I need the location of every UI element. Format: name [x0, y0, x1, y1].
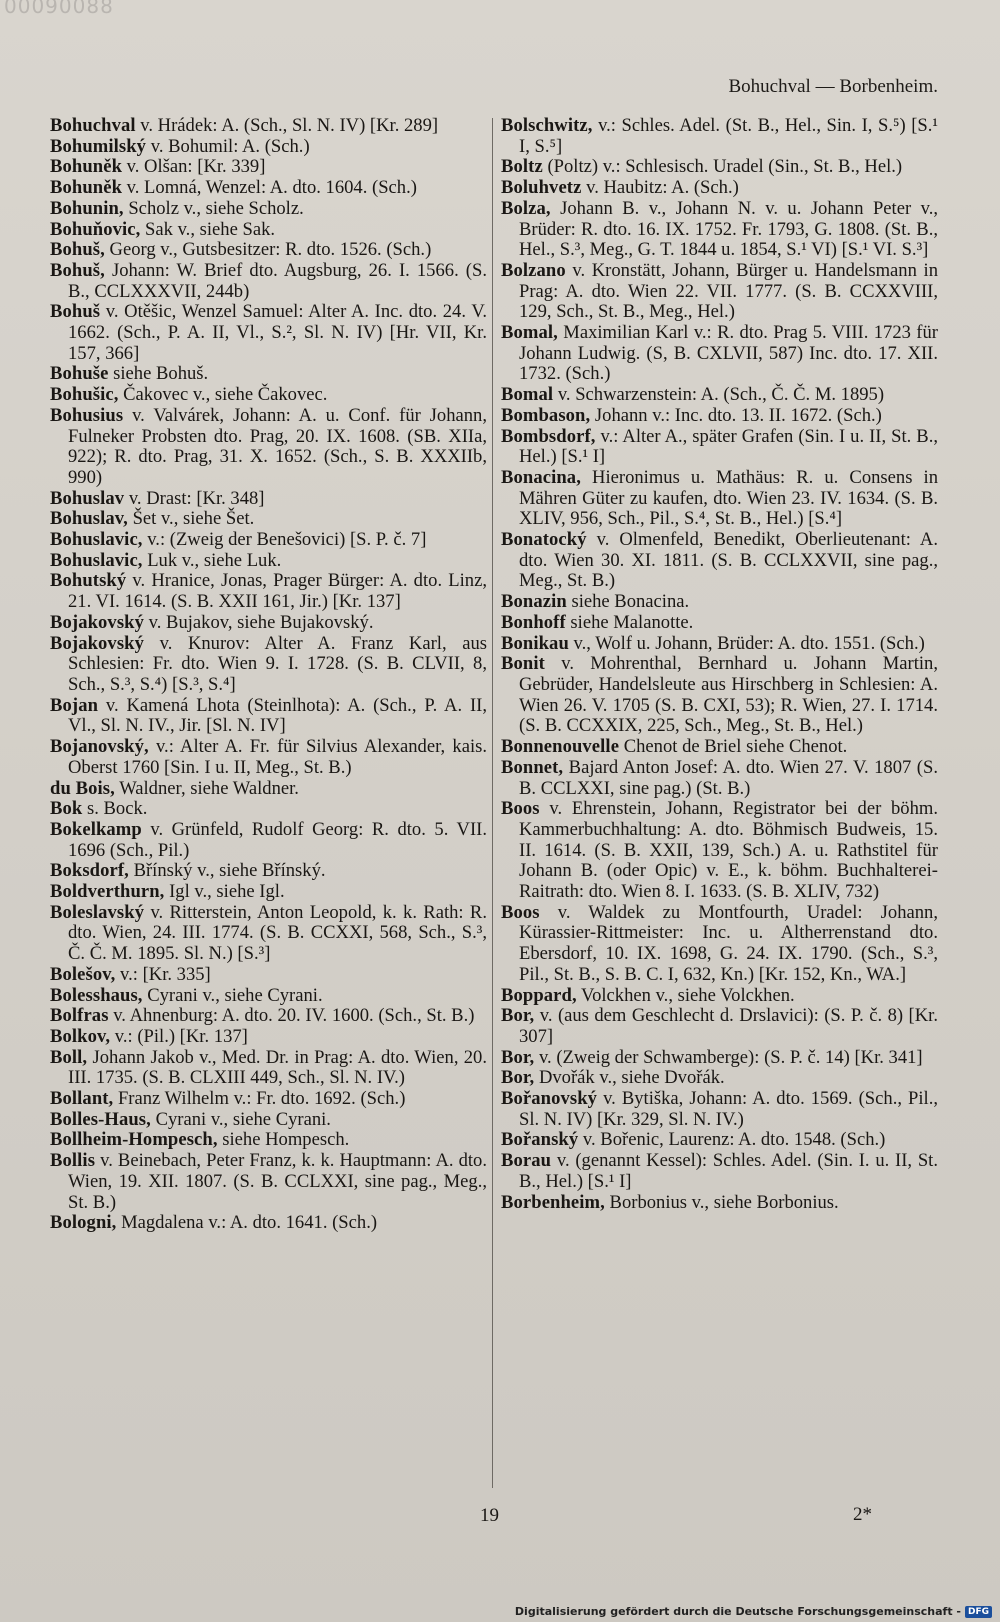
- entry-headword: Bonatocký: [501, 529, 587, 551]
- dictionary-entry: [501, 737, 938, 758]
- entry-text: v. Olšan: [Kr. 339]: [126, 156, 266, 178]
- entry-headword: Bomal: [501, 384, 554, 406]
- dictionary-entry: [50, 820, 487, 861]
- entry-text: (Poltz) v.: Schlesisch. Uradel (Sin., St. B., Hel.): [547, 156, 903, 178]
- entry-headword: Bonikau: [501, 632, 569, 654]
- entry-headword: Bojanovský,: [50, 736, 149, 758]
- entry-text: Čakovec v., siehe Čakovec.: [123, 384, 328, 406]
- entry-text: Johann: W. Brief dto. Augsburg, 26. I. 1566. (S. B., CCLXXXVII, 244b): [68, 259, 487, 302]
- dictionary-entry: [50, 199, 487, 220]
- dictionary-entry: [501, 986, 938, 1007]
- entry-headword: Bonit: [501, 653, 545, 675]
- dictionary-entry: [501, 654, 938, 737]
- entry-headword: Bohuslavic,: [50, 549, 143, 571]
- entry-text: Cyrani v., siehe Cyrani.: [155, 1108, 331, 1130]
- entry-text: v. Bytiška, Johann: A. dto. 1569. (Sch., Pil., Sl. N. IV) [Kr. 329, Sl. N. IV.): [519, 1088, 938, 1130]
- scan-number: 00090088: [4, 0, 114, 18]
- dictionary-entry: [50, 861, 487, 882]
- dictionary-entry: [50, 779, 487, 800]
- entry-text: Břínský v., siehe Břínský.: [133, 860, 326, 882]
- entry-headword: Bolesshaus,: [50, 984, 143, 1006]
- dictionary-entry: [501, 1193, 938, 1214]
- dictionary-entry: [50, 509, 487, 530]
- entry-text: v. Ahnenburg: A. dto. 20. IV. 1600. (Sch., St. B.): [113, 1005, 475, 1027]
- entry-headword: Bollis: [50, 1150, 96, 1172]
- entry-text: v. Haubitz: A. (Sch.): [586, 177, 739, 199]
- dictionary-entry: [50, 137, 487, 158]
- entry-text: v.: (Zweig der Benešovici) [S. P. č. 7]: [147, 529, 427, 551]
- dictionary-entry: [50, 302, 487, 364]
- dictionary-entry: [50, 882, 487, 903]
- entry-headword: Boleslavský: [50, 901, 145, 923]
- entry-text: siehe Bohuš.: [113, 363, 209, 385]
- entry-text: v. Kronstätt, Johann, Bürger u. Handelsmann in Prag: A. dto. Wien 22. VII. 1777. (S. B. CCXXVIII, 129, Sch., St. B., Meg., Hel.): [519, 259, 938, 323]
- dictionary-entry: [50, 1213, 487, 1234]
- dictionary-entry: [50, 1006, 487, 1027]
- dictionary-entry: [501, 116, 938, 157]
- entry-headword: Bolschwitz,: [501, 115, 593, 136]
- dictionary-entry: [50, 1151, 487, 1213]
- entry-text: Hieronimus u. Mathäus: R. u. Consens in Mähren Güter zu kaufen, dto. Wien 23. IV. 1634. (S. B. XLIV, 956, Sch., Pil., S.⁴, St. B., Hel.) [S.⁴]: [519, 466, 938, 530]
- entry-headword: Bonazin: [501, 591, 567, 613]
- dictionary-entry: [501, 634, 938, 655]
- entry-text: v. (genannt Kessel): Schles. Adel. (Sin. I. u. II, St. B., Hel.) [S.¹ I]: [519, 1150, 938, 1192]
- entry-text: v.: Alter A., später Grafen (Sin. I u. II, St. B., Hel.) [S.¹ I]: [519, 425, 938, 468]
- dictionary-entry: [50, 696, 487, 737]
- entry-text: v. Mohrenthal, Bernhard u. Johann Martin, Gebrüder, Handelsleute aus Hirschberg in Schlesien: A. Wien 26. V. 1705 (S. B. CXI, 53); R. Wien, 27. I. 1714. (S. B. CCXXIX, 225, Sch., Meg., St. B., Hel.): [519, 653, 939, 737]
- entry-headword: Bořanský: [501, 1129, 579, 1151]
- entry-headword: Bolzano: [501, 259, 566, 281]
- entry-headword: Bolešov,: [50, 963, 116, 985]
- entry-text: Luk v., siehe Luk.: [147, 549, 282, 571]
- entry-text: siehe Hompesch.: [222, 1129, 350, 1151]
- dictionary-entry: [50, 178, 487, 199]
- entry-headword: Bohušic,: [50, 384, 119, 406]
- entry-headword: Bohuněk: [50, 156, 123, 178]
- entry-text: v. (Zweig der Schwamberge): (S. P. č. 14) [Kr. 341]: [538, 1046, 923, 1068]
- entry-headword: Bohuněk: [50, 177, 123, 199]
- entry-text: v. Waldek zu Montfourth, Uradel: Johann, Kürassier-Rittmeister: Inc. u. Altherrenstand dto. Ebersdorf, 10. IX. 1698, G. 24. IX. 1790. (Sch., S.³, Pil., St. B., S. B. C. I, 632, Kn.) [Kr. 152, Kn., WA.]: [519, 901, 938, 985]
- right-column: [501, 116, 938, 1213]
- entry-headword: Bor,: [501, 1046, 535, 1068]
- entry-text: v. Beinebach, Peter Franz, k. k. Hauptmann: A. dto. Wien, 19. XII. 1807. (S. B. CCLXXI, sine pag., Meg., St. B.): [68, 1150, 487, 1213]
- entry-text: siehe Bonacina.: [571, 591, 690, 613]
- entry-headword: Bohuňovic,: [50, 218, 141, 240]
- dfg-logo-icon: DFG: [965, 1606, 992, 1618]
- entry-text: v.: (Pil.) [Kr. 137]: [114, 1025, 248, 1047]
- entry-headword: Bojan: [50, 694, 99, 716]
- entry-text: Cyrani v., siehe Cyrani.: [147, 984, 323, 1006]
- entry-headword: Bohuš,: [50, 259, 105, 281]
- dictionary-entry: [501, 799, 938, 903]
- dictionary-entry: [501, 261, 938, 323]
- entry-headword: Bollant,: [50, 1088, 114, 1110]
- entry-text: v. Hrádek: A. (Sch., Sl. N. IV) [Kr. 289]: [140, 115, 439, 136]
- entry-headword: Bonhoff: [501, 611, 566, 633]
- entry-text: Sak v., siehe Sak.: [145, 218, 276, 240]
- entry-headword: du Bois,: [50, 777, 115, 799]
- dictionary-entry: [50, 551, 487, 572]
- footer-text: Digitalisierung gefördert durch die Deutsche Forschungsgemeinschaft -: [514, 1605, 961, 1618]
- entry-headword: Bohuchval: [50, 115, 136, 136]
- entry-headword: Bonnet,: [501, 756, 564, 778]
- entry-headword: Boppard,: [501, 984, 577, 1006]
- entry-headword: Borau: [501, 1150, 552, 1172]
- entry-text: v. Bořenic, Laurenz: A. dto. 1548. (Sch.): [582, 1129, 886, 1151]
- dictionary-entry: [50, 157, 487, 178]
- dictionary-entry: [50, 220, 487, 241]
- dictionary-entry: [501, 385, 938, 406]
- entry-text: Georg v., Gutsbesitzer: R. dto. 1526. (Sch.): [109, 239, 432, 261]
- dictionary-entry: [50, 737, 487, 778]
- dictionary-entry: [501, 903, 938, 986]
- dictionary-entry: [50, 613, 487, 634]
- entry-text: Igl v., siehe Igl.: [169, 881, 285, 903]
- entry-text: v.: [Kr. 335]: [120, 963, 211, 985]
- dictionary-entry: [501, 1048, 938, 1069]
- dictionary-entry: [501, 178, 938, 199]
- dictionary-entry: [50, 406, 487, 489]
- dictionary-entry: [50, 965, 487, 986]
- entry-text: v. Valvárek, Johann: A. u. Conf. für Johann, Fulneker Probsten dto. Prag, 20. IX. 1608. (SB. XIIa, 922); R. dto. Prag, 31. X. 1652. (Sch., S. B. XXXIIb, 990): [68, 404, 488, 488]
- entry-text: Bajard Anton Josef: A. dto. Wien 27. V. 1807 (S. B. CCLXXI, sine pag.) (St. B.): [519, 756, 938, 799]
- entry-headword: Bombason,: [501, 404, 591, 426]
- entry-text: Chenot de Briel siehe Chenot.: [623, 736, 848, 758]
- entry-headword: Bor,: [501, 1005, 535, 1027]
- entry-text: Waldner, siehe Waldner.: [119, 777, 299, 799]
- entry-text: Volckhen v., siehe Volckhen.: [581, 984, 795, 1006]
- entry-text: Johann B. v., Johann N. v. u. Johann Peter v., Brüder: R. dto. 16. IX. 1752. Fr. 1793, G. 1808. (St. B., Hel., S.³, Meg., G. T. 1844 u. 1854, S.¹ VI) [S.¹ VI. S.³]: [519, 197, 938, 261]
- entry-text: Šet v., siehe Šet.: [132, 508, 255, 530]
- entry-text: v. Bohumil: A. (Sch.): [150, 135, 310, 157]
- entry-text: v. Hranice, Jonas, Prager Bürger: A. dto. Linz, 21. VI. 1614. (S. B. XXII 161, Jir.) [Kr. 137]: [68, 570, 487, 613]
- entry-headword: Bonacina,: [501, 466, 581, 488]
- entry-text: v. Schwarzenstein: A. (Sch., Č. Č. M. 1895): [557, 384, 885, 406]
- dictionary-entry: [501, 406, 938, 427]
- entry-headword: Boksdorf,: [50, 860, 129, 882]
- entry-headword: Bojakovský: [50, 632, 144, 654]
- dictionary-entry: [50, 489, 487, 510]
- entry-headword: Boluhvetz: [501, 177, 582, 199]
- entry-headword: Boll,: [50, 1046, 88, 1068]
- column-divider: [492, 118, 493, 1488]
- entry-text: v.: Alter A. Fr. für Silvius Alexander, kais. Oberst 1760 [Sin. I u. II, Meg., St. B.): [68, 736, 487, 778]
- entry-text: v. Otěšic, Wenzel Samuel: Alter A. Inc. dto. 24. V. 1662. (Sch., P. A. II, Vl., S.², Sl. N. IV) [Hr. VII, Kr. 157, 366]: [68, 301, 487, 364]
- entry-headword: Bombsdorf,: [501, 425, 596, 447]
- entry-text: Dvořák v., siehe Dvořák.: [538, 1067, 725, 1089]
- entry-headword: Bomal,: [501, 322, 558, 344]
- dictionary-entry: [501, 613, 938, 634]
- entry-headword: Bohuš: [50, 301, 101, 323]
- dictionary-entry: [50, 1089, 487, 1110]
- page-number: 19: [480, 1505, 499, 1526]
- entry-headword: Bolkov,: [50, 1025, 111, 1047]
- dictionary-entry: [50, 799, 487, 820]
- entry-headword: Bohuslav: [50, 487, 125, 509]
- entry-text: v. (aus dem Geschlecht d. Drslavici): (S. P. č. 8) [Kr. 307]: [519, 1005, 938, 1047]
- dictionary-entry: [501, 758, 938, 799]
- dictionary-entry: [501, 157, 938, 178]
- entry-headword: Boos: [501, 798, 540, 820]
- dictionary-entry: [50, 634, 487, 696]
- signature-mark: 2*: [853, 1504, 872, 1525]
- dictionary-entry: [50, 530, 487, 551]
- dictionary-entry: [501, 1151, 938, 1192]
- entry-headword: Bokelkamp: [50, 818, 142, 840]
- dictionary-entry: [50, 116, 487, 137]
- entry-text: v. Grünfeld, Rudolf Georg: R. dto. 5. VII. 1696 (Sch., Pil.): [68, 818, 487, 861]
- entry-headword: Bohuslavic,: [50, 529, 143, 551]
- entry-headword: Bohumilský: [50, 135, 147, 157]
- entry-text: v. Drast: [Kr. 348]: [128, 487, 265, 509]
- entry-text: Johann v.: Inc. dto. 13. II. 1672. (Sch.): [594, 404, 882, 426]
- entry-text: v. Bujakov, siehe Bujakovský.: [148, 611, 374, 633]
- entry-headword: Bolles-Haus,: [50, 1108, 151, 1130]
- dictionary-entry: [50, 385, 487, 406]
- entry-headword: Bohunin,: [50, 197, 124, 219]
- footer-credit: [515, 1605, 992, 1618]
- entry-text: Maximilian Karl v.: R. dto. Prag 5. VIII. 1723 für Johann Ludwig. (S, B. CXLVII, 587) Inc. dto. 17. XII. 1732. (Sch.): [519, 322, 938, 385]
- entry-text: v., Wolf u. Johann, Brüder: A. dto. 1551. (Sch.): [573, 632, 925, 654]
- running-head: Bohuchval — Borbenheim.: [728, 76, 938, 97]
- dictionary-entry: [501, 323, 938, 385]
- entry-text: v.: Schles. Adel. (St. B., Hel., Sin. I, S.⁵) [S.¹ I, S.⁵]: [519, 115, 938, 157]
- entry-text: v. Kamená Lhota (Steinlhota): A. (Sch., P. A. II, Vl., Sl. N. IV., Jir. [Sl. N. IV]: [68, 694, 487, 737]
- dictionary-entry: [50, 261, 487, 302]
- entry-headword: Boos: [501, 901, 540, 923]
- entry-text: v. Knurov: Alter A. Franz Karl, aus Schlesien: Fr. dto. Wien 9. I. 1728. (S. B. CLVII, 8, Sch., S.³, S.⁴) [S.³, S.⁴]: [68, 632, 487, 695]
- dictionary-entry: [501, 1089, 938, 1130]
- entry-headword: Bojakovský: [50, 611, 144, 633]
- entry-text: Franz Wilhelm v.: Fr. dto. 1692. (Sch.): [117, 1088, 406, 1110]
- entry-text: v. Ehrenstein, Johann, Registrator bei der böhm. Kammerbuchhaltung: A. dto. Böhmisch Budweis, 15. II. 1614. (S. B. XXII, 139, Sch.) A. u. Rathstitel für Johann B. (oder Opic) v. E., k. böhm. Buchhalterei-Raitrath: dto. Wien 8. I. 1633. (S. B. XLIV, 732): [519, 798, 938, 903]
- left-column: [50, 116, 487, 1234]
- dictionary-entry: [50, 1048, 487, 1089]
- dictionary-entry: [50, 571, 487, 612]
- entry-headword: Bohuslav,: [50, 508, 128, 530]
- dictionary-entry: [501, 468, 938, 530]
- entry-headword: Bořanovský: [501, 1088, 598, 1110]
- entry-text: v. Ritterstein, Anton Leopold, k. k. Rath: R. dto. Wien, 24. III. 1774. (S. B. CCXXI, 568, Sch., S.³, Č. Č. M. 1895. Sl. N.) [S.³]: [68, 901, 487, 965]
- entry-text: Johann Jakob v., Med. Dr. in Prag: A. dto. Wien, 20. III. 1735. (S. B. CLXIII 449, Sch., Sl. N. IV.): [68, 1046, 487, 1089]
- dictionary-entry: [501, 1130, 938, 1151]
- entry-text: Scholz v., siehe Scholz.: [128, 197, 304, 219]
- entry-headword: Bor,: [501, 1067, 535, 1089]
- dictionary-entry: [50, 240, 487, 261]
- entry-headword: Bollheim-Hompesch,: [50, 1129, 218, 1151]
- dictionary-entry: [50, 1130, 487, 1151]
- entry-text: v. Olmenfeld, Benedikt, Oberlieutenant: A. dto. Wien 30. XI. 1811. (S. B. CCLXXVII, sine pag., Meg., St. B.): [519, 529, 938, 592]
- entry-headword: Boldverthurn,: [50, 881, 165, 903]
- entry-headword: Bohutský: [50, 570, 127, 592]
- dictionary-entry: [50, 986, 487, 1007]
- entry-text: siehe Malanotte.: [570, 611, 694, 633]
- entry-headword: Bok: [50, 798, 83, 820]
- dictionary-entry: [50, 903, 487, 965]
- entry-text: Magdalena v.: A. dto. 1641. (Sch.): [121, 1212, 378, 1234]
- dictionary-entry: [501, 530, 938, 592]
- entry-headword: Borbenheim,: [501, 1191, 605, 1213]
- dictionary-entry: [501, 199, 938, 261]
- entry-headword: Bonnenouvelle: [501, 736, 620, 758]
- dictionary-entry: [501, 1006, 938, 1047]
- entry-text: Borbonius v., siehe Borbonius.: [609, 1191, 839, 1213]
- entry-headword: Bohuš,: [50, 239, 105, 261]
- dictionary-entry: [501, 592, 938, 613]
- entry-headword: Bohuše: [50, 363, 109, 385]
- entry-headword: Bolza,: [501, 197, 551, 219]
- entry-text: s. Bock.: [87, 798, 148, 820]
- entry-headword: Boltz: [501, 156, 543, 178]
- dictionary-entry: [501, 427, 938, 468]
- entry-headword: Bologni,: [50, 1212, 117, 1234]
- dictionary-entry: [50, 364, 487, 385]
- entry-headword: Bolfras: [50, 1005, 109, 1027]
- entry-headword: Bohusius: [50, 404, 124, 426]
- dictionary-entry: [501, 1068, 938, 1089]
- dictionary-entry: [50, 1110, 487, 1131]
- entry-text: v. Lomná, Wenzel: A. dto. 1604. (Sch.): [126, 177, 417, 199]
- dictionary-entry: [50, 1027, 487, 1048]
